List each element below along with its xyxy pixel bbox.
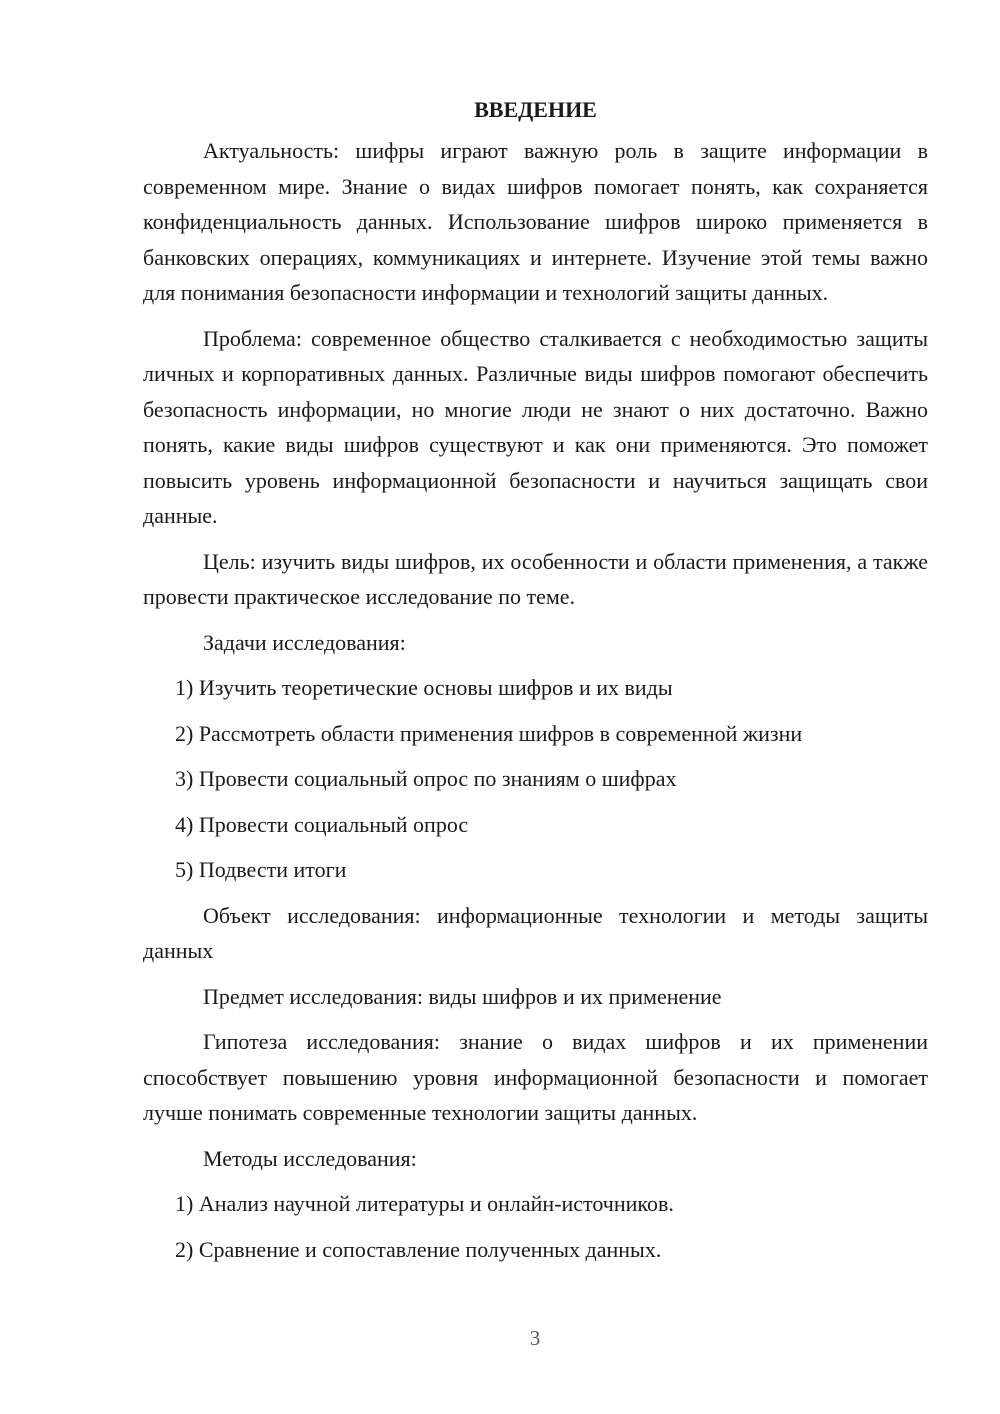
tasks-heading: Задачи исследования: (203, 629, 406, 655)
task-item-2: 2) Рассмотреть области применения шифров в современной жизни (175, 720, 803, 746)
object-paragraph: Объект исследования: информационные технологии и методы защиты данных (143, 902, 928, 963)
task-item-5: 5) Подвести итоги (175, 857, 347, 882)
relevance-paragraph: Актуальность: шифры играют важную роль в защите информации в современном мире. Знание о видах шифров помогает понять, как сохраняется конфиденциальность данных. Использование шифров широко применяется в банковских операциях, коммуникациях и интернете. Изучение этой темы важно для понимания безопасности информации и технологий защиты данных. (143, 138, 928, 305)
methods-heading: Методы исследования: (203, 1145, 417, 1171)
goal-paragraph: Цель: изучить виды шифров, их особенности и области применения, а также провести практическое исследование по теме. (143, 548, 928, 609)
document-title: ВВЕДЕНИЕ (474, 97, 597, 122)
method-item-2: 2) Сравнение и сопоставление полученных данных. (175, 1236, 662, 1262)
method-item-1: 1) Анализ научной литературы и онлайн-источников. (175, 1191, 674, 1216)
subject-paragraph: Предмет исследования: виды шифров и их применение (203, 983, 722, 1009)
task-item-3: 3) Провести социальный опрос по знаниям о шифрах (175, 766, 677, 791)
hypothesis-paragraph: Гипотеза исследования: знание о видах шифров и их применении способствует повышению уровня информационной безопасности и помогает лучше понимать современные технологии защиты данных. (143, 1029, 928, 1125)
page-number: 3 (529, 1326, 541, 1350)
task-item-4: 4) Провести социальный опрос (175, 811, 469, 837)
problem-paragraph: Проблема: современное общество сталкивается с необходимостью защиты личных и корпоративных данных. Различные виды шифров помогают обеспечить безопасность информации, но многие люди не знают о них достаточно. Важно понять, какие виды шифров существуют и как они применяются. Это поможет повысить уровень информационной безопасности и научиться защищать свои данные. (143, 325, 928, 528)
task-item-1: 1) Изучить теоретические основы шифров и их виды (175, 675, 673, 700)
document-page (143, 90, 928, 1277)
